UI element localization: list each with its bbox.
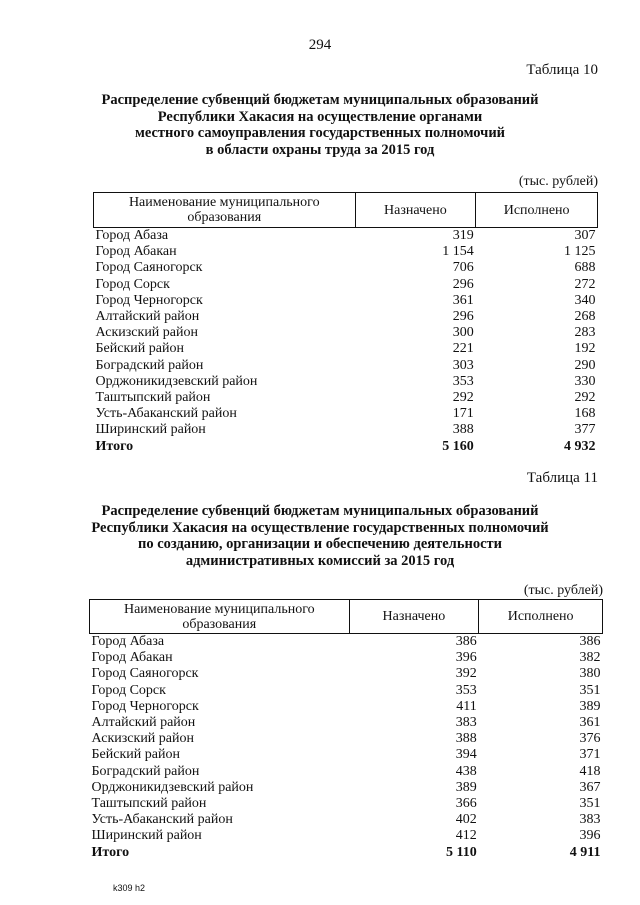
table-row (94, 325, 598, 341)
cell-name: Город Абаза (91, 634, 165, 649)
cell-assigned: 303 (452, 357, 474, 373)
table-row (90, 683, 603, 699)
table10-units: (тыс. рублей) (518, 174, 598, 189)
table11-title-line: Распределение субвенций бюджетам муниципальных образований (101, 503, 539, 519)
cell-executed: 361 (579, 715, 601, 731)
cell-assigned: 438 (455, 763, 477, 779)
cell-assigned: 353 (455, 682, 477, 698)
cell-executed: 418 (579, 763, 601, 779)
cell-executed: 351 (579, 682, 601, 698)
table-row (94, 309, 598, 325)
cell-executed: 367 (579, 779, 601, 795)
cell-executed: 376 (579, 731, 601, 747)
cell-assigned: 706 (452, 260, 474, 276)
cell-executed: 383 (579, 812, 601, 828)
table-row (90, 731, 603, 747)
table-row (90, 796, 603, 812)
table11-header-executed: Исполнено (479, 600, 603, 634)
cell-assigned: 361 (452, 292, 474, 308)
table-row (94, 406, 598, 422)
table11-label: Таблица 11 (526, 470, 598, 486)
cell-executed: 340 (574, 292, 596, 308)
cell-name: Таштыпский район (95, 390, 211, 406)
cell-executed: 389 (579, 698, 601, 714)
cell-assigned: 319 (452, 228, 474, 243)
table10-header-name: Наименование муниципального образования (94, 193, 356, 228)
cell-name: Алтайский район (91, 715, 196, 731)
table11-title-line: Республики Хакасия на осуществление государственных полномочий (91, 519, 549, 536)
cell-assigned: 5 110 (446, 844, 477, 860)
cell-name: Итого (91, 844, 130, 860)
cell-name: Город Сорск (91, 682, 166, 698)
cell-assigned: 300 (452, 325, 474, 341)
cell-name: Ширинский район (95, 422, 206, 438)
cell-name: Город Саяногорск (91, 666, 199, 682)
cell-assigned: 296 (452, 309, 474, 325)
table-row (90, 747, 603, 763)
cell-name: Орджоникидзевский район (91, 779, 254, 795)
table-row (90, 764, 603, 780)
table11-title-line: административных комиссий за 2015 год (185, 552, 455, 569)
table-row (94, 374, 598, 390)
cell-assigned: 366 (455, 796, 477, 812)
cell-name: Бейский район (95, 341, 184, 357)
cell-assigned: 411 (456, 698, 477, 714)
cell-executed: 330 (574, 373, 596, 389)
cell-executed: 268 (574, 309, 596, 325)
table-total-row (90, 845, 603, 861)
table-row (94, 260, 598, 276)
table10-title-line: Республики Хакасия на осуществление органами (157, 108, 483, 125)
cell-assigned: 296 (452, 276, 474, 292)
table-row (90, 650, 603, 666)
table-row (94, 293, 598, 309)
cell-name: Ширинский район (91, 828, 202, 844)
table10-title-line: в области охраны труда за 2015 год (205, 141, 435, 158)
table10-header-executed: Исполнено (476, 193, 598, 228)
table10-title-line: Распределение субвенций бюджетам муниципальных образований (101, 92, 539, 108)
cell-name: Город Абакан (91, 650, 173, 666)
cell-executed: 290 (574, 357, 596, 373)
cell-executed: 1 125 (564, 244, 596, 260)
table11-header-name: Наименование муниципального образования (90, 600, 350, 634)
cell-assigned: 171 (452, 406, 474, 422)
table11-title (60, 503, 580, 569)
cell-name: Таштыпский район (91, 796, 207, 812)
cell-assigned: 412 (455, 828, 477, 844)
table11-body (90, 634, 603, 861)
table10-label: Таблица 10 (526, 62, 598, 78)
cell-name: Бейский район (91, 747, 180, 763)
table-total-row (94, 439, 598, 455)
cell-executed: 377 (574, 422, 596, 438)
table-row (94, 277, 598, 293)
cell-name: Орджоникидзевский район (95, 373, 258, 389)
cell-name: Боградский район (91, 763, 200, 779)
table10-title-line: местного самоуправления государственных полномочий (134, 125, 506, 141)
cell-assigned: 5 160 (442, 438, 474, 454)
cell-assigned: 396 (455, 650, 477, 666)
table-row (94, 390, 598, 406)
cell-assigned: 388 (455, 731, 477, 747)
table11-units: (тыс. рублей) (523, 583, 603, 598)
table11-header-assigned: Назначено (349, 600, 479, 634)
table-row (94, 341, 598, 357)
cell-name: Город Сорск (95, 276, 170, 292)
table11-title-line: по созданию, организации и обеспечению деятельности (137, 536, 502, 552)
table-row (94, 358, 598, 374)
footer-code: k309 h2 (113, 883, 146, 893)
cell-assigned: 221 (452, 341, 474, 357)
cell-executed: 283 (574, 325, 596, 341)
cell-executed: 688 (574, 260, 596, 276)
cell-assigned: 402 (455, 812, 477, 828)
table-row (90, 666, 603, 682)
table-row (90, 812, 603, 828)
cell-executed: 4 932 (564, 438, 596, 454)
cell-assigned: 353 (452, 373, 474, 389)
cell-assigned: 394 (455, 747, 477, 763)
cell-executed: 192 (574, 341, 596, 357)
cell-name: Алтайский район (95, 309, 200, 325)
table11 (89, 599, 603, 861)
cell-name: Усть-Абаканский район (95, 406, 237, 422)
cell-name: Итого (95, 438, 134, 454)
cell-name: Город Саяногорск (95, 260, 203, 276)
cell-assigned: 392 (455, 666, 477, 682)
cell-name: Боградский район (95, 357, 204, 373)
cell-name: Аскизский район (91, 731, 194, 747)
table-row (90, 780, 603, 796)
cell-executed: 386 (579, 634, 601, 649)
table-row (90, 715, 603, 731)
cell-executed: 4 911 (569, 844, 601, 860)
table10 (93, 192, 598, 455)
cell-executed: 351 (579, 796, 601, 812)
table10-header-assigned: Назначено (355, 193, 476, 228)
table-row (94, 244, 598, 260)
cell-assigned: 389 (455, 779, 477, 795)
cell-assigned: 1 154 (442, 244, 474, 260)
cell-executed: 380 (579, 666, 601, 682)
cell-executed: 371 (579, 747, 601, 763)
table-row (94, 422, 598, 438)
table10-body (94, 228, 598, 455)
cell-assigned: 386 (455, 634, 477, 649)
cell-name: Город Абаза (95, 228, 169, 243)
page-number: 294 (308, 37, 332, 53)
cell-name: Город Черногорск (91, 698, 199, 714)
cell-name: Город Черногорск (95, 292, 203, 308)
cell-assigned: 388 (452, 422, 474, 438)
cell-executed: 396 (579, 828, 601, 844)
table-row (90, 828, 603, 844)
cell-executed: 272 (574, 276, 596, 292)
table-row (94, 228, 598, 245)
cell-assigned: 292 (452, 390, 474, 406)
cell-executed: 307 (574, 228, 596, 243)
cell-assigned: 383 (455, 715, 477, 731)
cell-name: Город Абакан (95, 244, 177, 260)
table-row (90, 634, 603, 651)
cell-executed: 382 (579, 650, 601, 666)
cell-executed: 292 (574, 390, 596, 406)
cell-name: Аскизский район (95, 325, 198, 341)
cell-executed: 168 (574, 406, 596, 422)
cell-name: Усть-Абаканский район (91, 812, 233, 828)
table-row (90, 699, 603, 715)
table10-title (60, 92, 580, 158)
